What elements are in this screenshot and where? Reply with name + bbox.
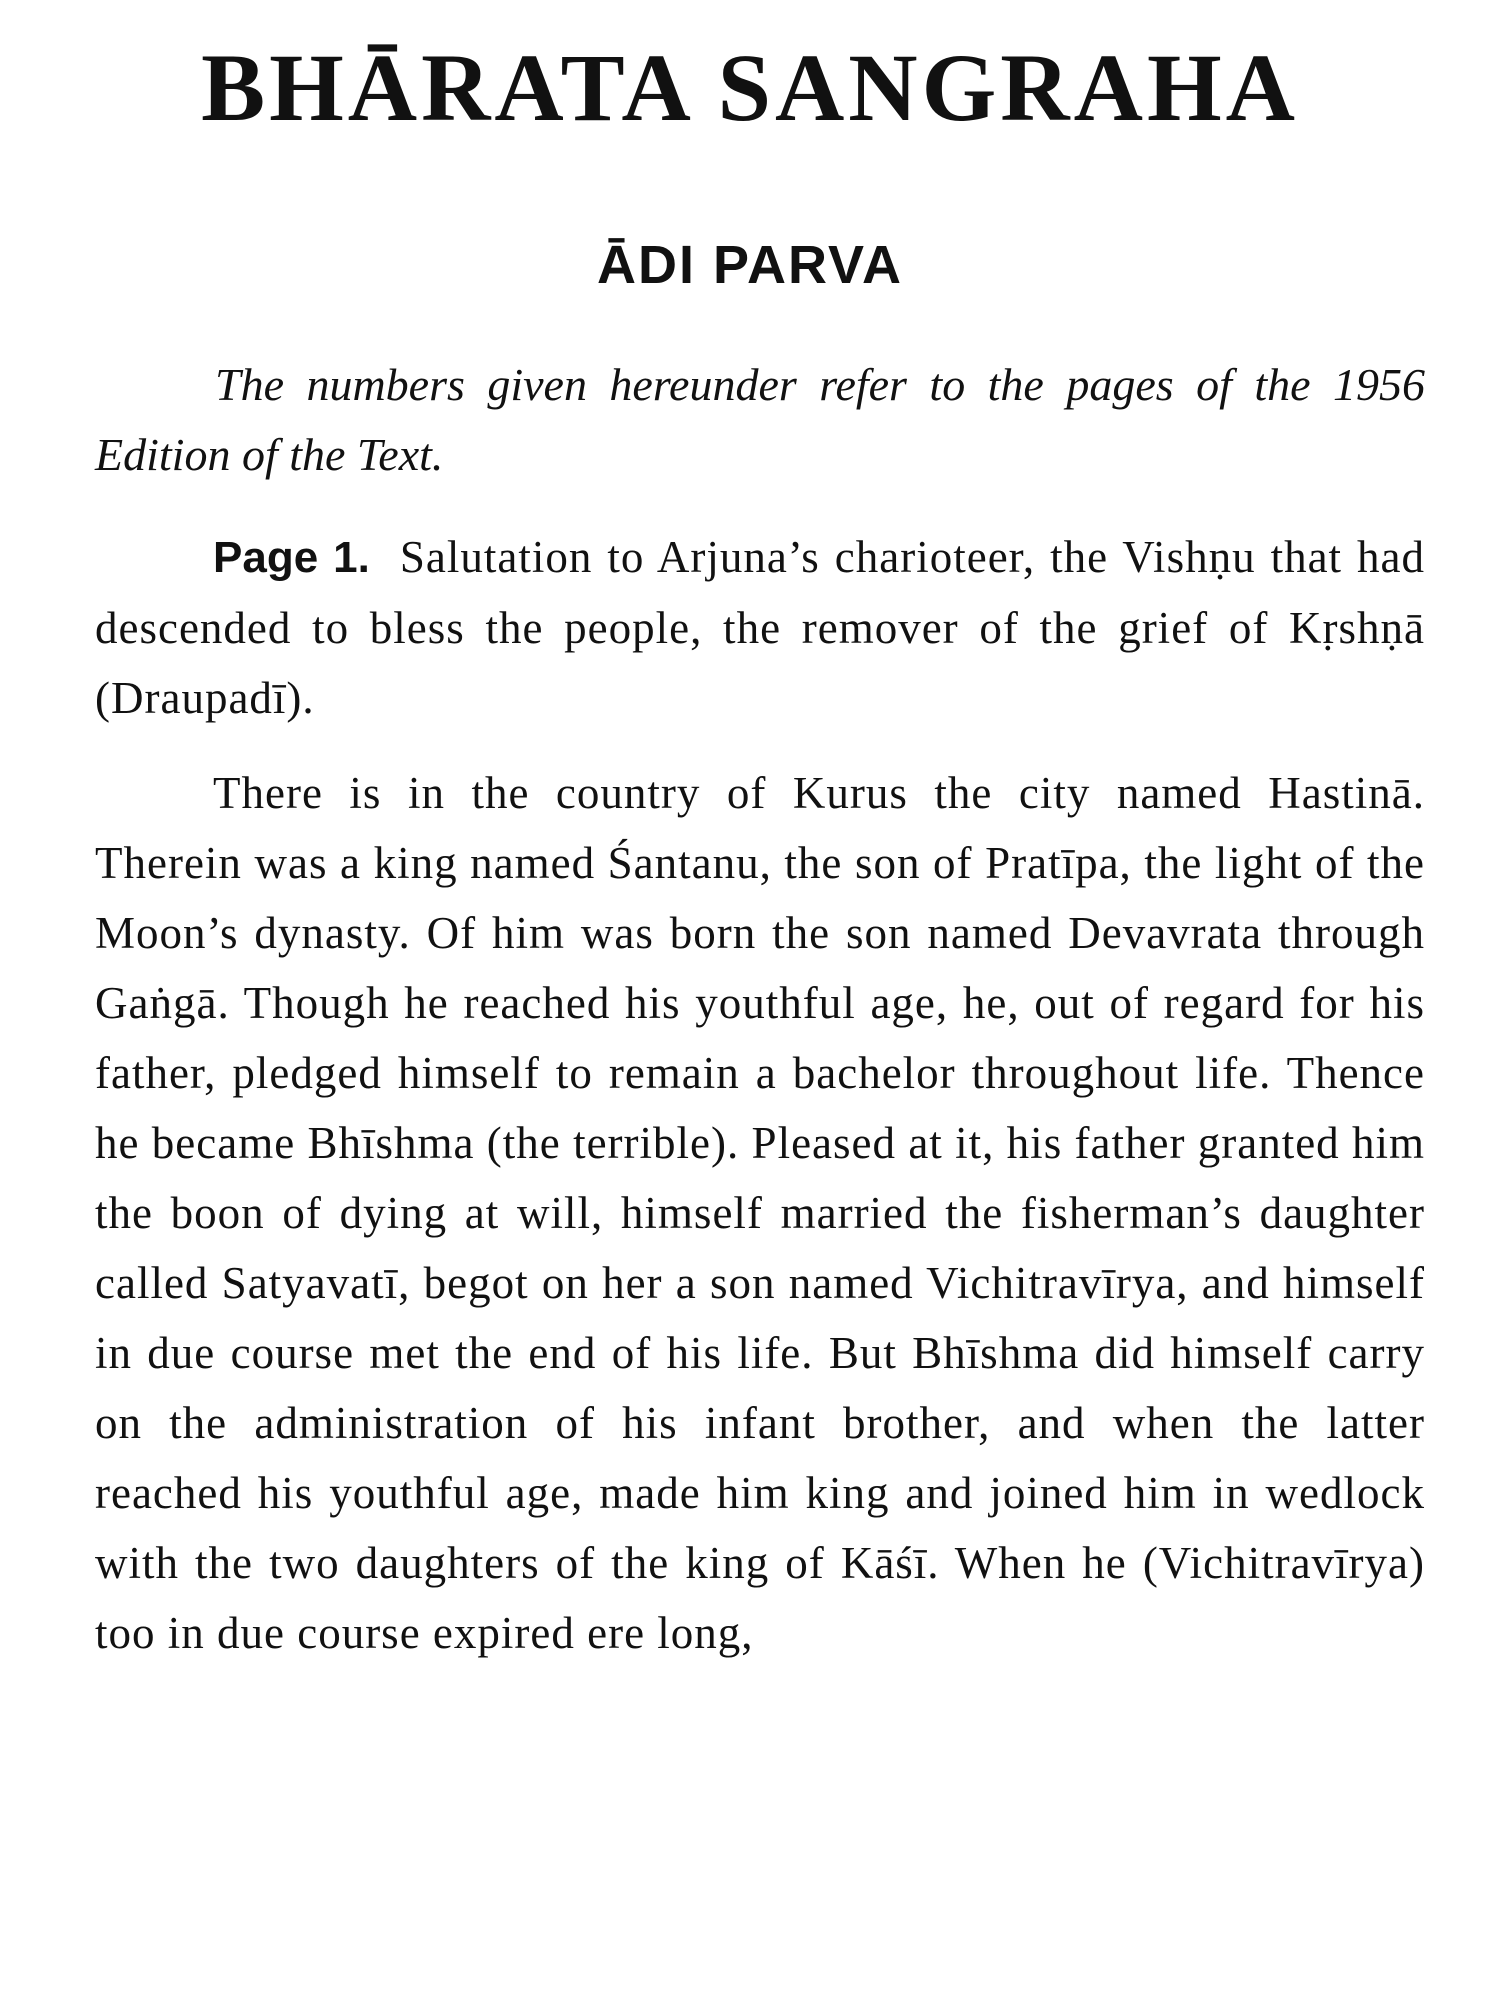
page-reference: Page 1. bbox=[213, 533, 370, 582]
paragraph-text: Salutation to Arjuna’s charioteer, the Vishṇu that had descended to bless the people, the remover of the grief of Kṛshṇā (Draupadī). bbox=[95, 532, 1426, 723]
book-title: BHĀRATA SANGRAHA bbox=[201, 34, 1299, 141]
section-title: ĀDI PARVA bbox=[596, 235, 904, 295]
edition-note: The numbers given hereunder refer to the pages of the 1956 Edition of the Text. bbox=[95, 359, 1425, 480]
paragraph-page-1 bbox=[95, 522, 1425, 733]
paragraph-kurus: There is in the country of Kurus the city named Hastinā. Therein was a king named Śantanu, the son of Pratīpa, the light of the Moon’s dynasty. Of him was born the son named Devavrata through Gaṅgā. Though he reached his youthful age, he, out of regard for his father, pledged himself to remain a bachelor throughout life. Thence he became Bhīshma (the terrible). Pleased at it, his father granted him the boon of dying at will, himself married the fisherman’s daughter called Satyavatī, begot on her a son named Vichitravīrya, and himself in due course met the end of his life. But Bhīshma did himself carry on the administration of his infant brother, and when the latter reached his youthful age, made him king and joined him in wedlock with the two daughters of the king of Kāśī. When he (Vichitravīrya) too in due course expired ere long, bbox=[95, 768, 1425, 1658]
